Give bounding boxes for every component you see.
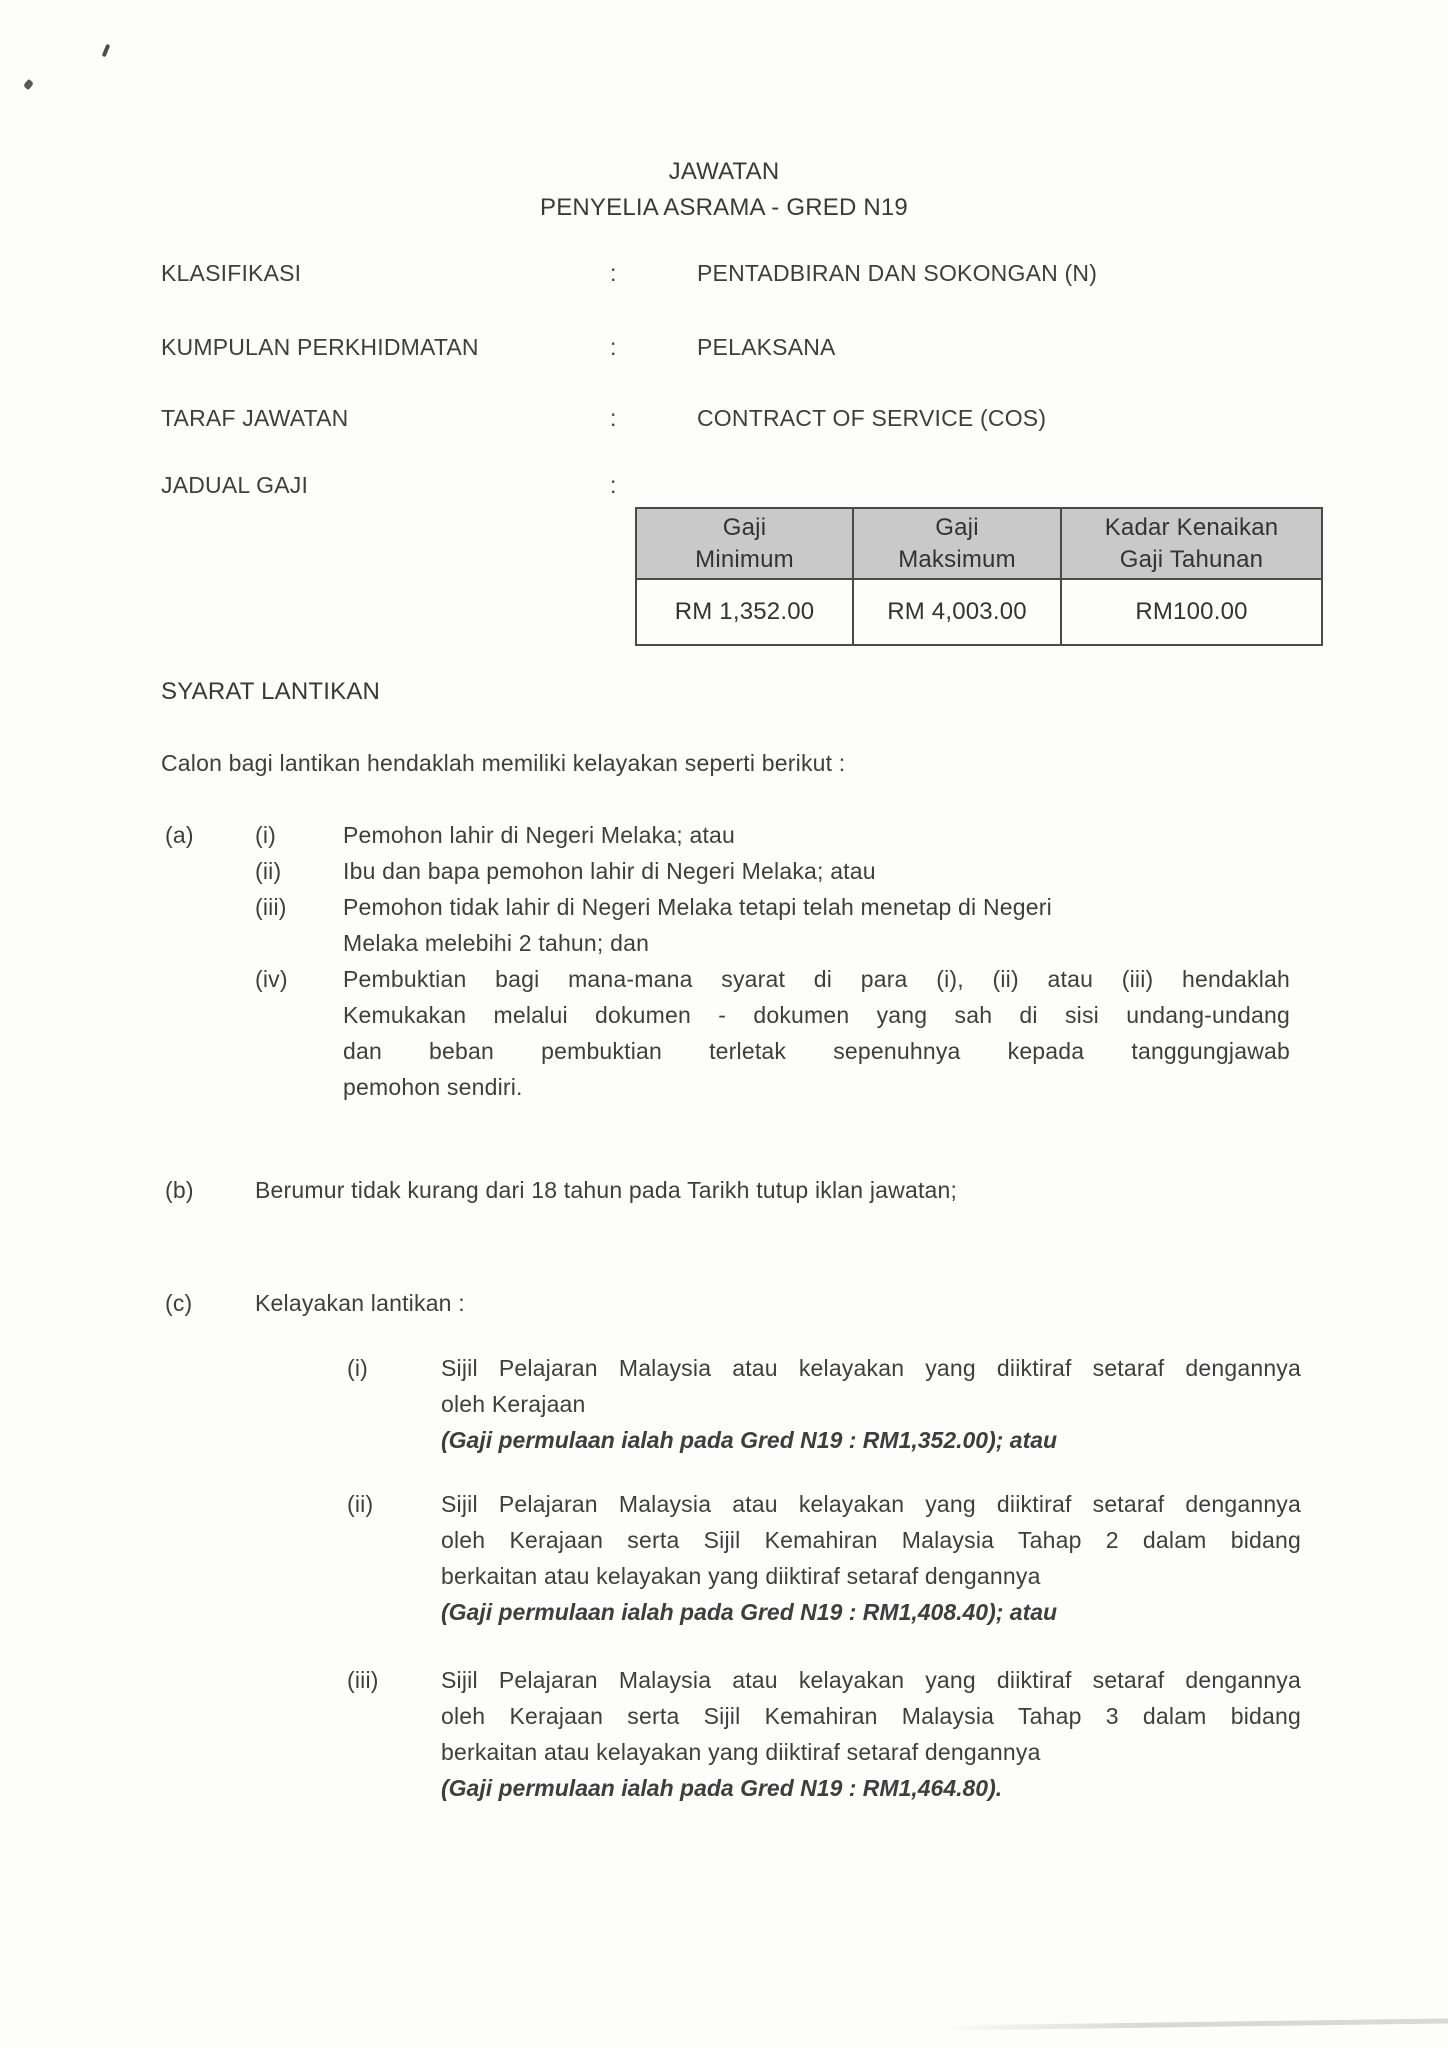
- detail-value: PENTADBIRAN DAN SOKONGAN (N): [697, 260, 1098, 286]
- salary-note: (Gaji permulaan ialah pada Gred N19 : RM1,464.80).: [441, 1775, 1003, 1801]
- header-gaji-maksimum: Gaji Maksimum: [853, 508, 1061, 579]
- detail-colon: :: [610, 260, 617, 286]
- value-gaji-minimum: RM 1,352.00: [636, 579, 853, 645]
- subitem-text: Sijil Pelajaran Malaysia atau kelayakan yang diiktiraf setaraf dengannya oleh Kerajaan serta Sijil Kemahiran Malaysia Tahap 3 dalam bidang berkaitan atau kelayakan yang diiktiraf setaraf dengannya: [441, 1667, 1301, 1765]
- item-c-subitem-i: [347, 1350, 1301, 1458]
- requirement-item-c: [165, 1285, 465, 1321]
- subitem-number: (iii): [255, 894, 287, 920]
- subitem-number: (i): [347, 1355, 369, 1381]
- value-kadar-kenaikan: RM100.00: [1061, 579, 1322, 645]
- scan-speck-mark: [23, 79, 34, 90]
- title-line-position: PENYELIA ASRAMA - GRED N19: [539, 194, 908, 221]
- requirement-item-b: [165, 1172, 957, 1208]
- subitem-text: Ibu dan bapa pemohon lahir di Negeri Melaka; atau: [343, 858, 876, 884]
- detail-value: PELAKSANA: [697, 334, 836, 360]
- subitem-text: Pemohon lahir di Negeri Melaka; atau: [343, 822, 736, 848]
- detail-row-jadual-gaji: [0, 467, 1448, 503]
- item-a-label: (a): [165, 822, 194, 848]
- subitem-text: Sijil Pelajaran Malaysia atau kelayakan yang diiktiraf setaraf dengannya oleh Kerajaan serta Sijil Kemahiran Malaysia Tahap 2 dalam bidang berkaitan atau kelayakan yang diiktiraf setaraf dengannya: [441, 1491, 1301, 1589]
- title-line-jawatan: JAWATAN: [668, 158, 780, 185]
- item-c-text: Kelayakan lantikan :: [255, 1290, 465, 1316]
- subitem-number: (iv): [255, 966, 288, 992]
- item-a-subitem-i: [255, 817, 1290, 853]
- item-b-text: Berumur tidak kurang dari 18 tahun pada Tarikh tutup iklan jawatan;: [255, 1177, 958, 1203]
- subitem-number: (ii): [255, 858, 282, 884]
- subitem-number: (iii): [347, 1667, 379, 1693]
- header-gaji-minimum: Gaji Minimum: [636, 508, 853, 579]
- detail-label: KUMPULAN PERKHIDMATAN: [161, 334, 479, 360]
- header-kadar-kenaikan: Kadar Kenaikan Gaji Tahunan: [1061, 508, 1322, 579]
- detail-colon: :: [610, 334, 617, 360]
- item-c-label: (c): [165, 1290, 193, 1316]
- subitem-text: Pembuktian bagi mana-mana syarat di para (i), (ii) atau (iii) hendaklah Kemukakan melalui dokumen - dokumen yang sah di sisi undang-undang dan beban pembuktian terletak sepenuhnya kepada tanggungjawab pemohon sendiri.: [343, 966, 1290, 1100]
- intro-paragraph: Calon bagi lantikan hendaklah memiliki kelayakan seperti berikut :: [161, 750, 846, 776]
- salary-table-header-row: [636, 508, 1322, 579]
- salary-note: (Gaji permulaan ialah pada Gred N19 : RM1,352.00); atau: [441, 1427, 1058, 1453]
- detail-label: KLASIFIKASI: [161, 260, 302, 286]
- detail-label: TARAF JAWATAN: [161, 405, 349, 431]
- detail-colon: :: [610, 472, 617, 498]
- item-b-label: (b): [165, 1177, 194, 1203]
- value-gaji-maksimum: RM 4,003.00: [853, 579, 1061, 645]
- detail-colon: :: [610, 405, 617, 431]
- item-a-subitem-ii: [255, 853, 1290, 889]
- subitem-text: Pemohon tidak lahir di Negeri Melaka tetapi telah menetap di Negeri Melaka melebihi 2 tahun; dan: [343, 894, 1052, 956]
- detail-value: CONTRACT OF SERVICE (COS): [697, 405, 1047, 431]
- document-title: [0, 154, 1448, 226]
- detail-row-kumpulan-perkhidmatan: [0, 329, 1448, 365]
- scan-speck-mark: [102, 44, 111, 58]
- subitem-text: Sijil Pelajaran Malaysia atau kelayakan yang diiktiraf setaraf dengannya oleh Kerajaan: [441, 1355, 1301, 1417]
- item-c-subitem-iii: [347, 1662, 1301, 1806]
- item-a-subitem-iv: [255, 961, 1290, 1105]
- section-heading-syarat-lantikan: SYARAT LANTIKAN: [161, 678, 381, 705]
- salary-table: [635, 507, 1323, 646]
- salary-table-value-row: [636, 579, 1322, 645]
- subitem-number: (i): [255, 822, 277, 848]
- requirement-item-a: [165, 817, 1290, 1105]
- subitem-number: (ii): [347, 1491, 374, 1517]
- item-c-subitem-ii: [347, 1486, 1301, 1630]
- detail-row-taraf-jawatan: [0, 400, 1448, 436]
- scan-shadow-artifact: [940, 2018, 1448, 2030]
- item-a-subitem-iii: [255, 889, 1290, 961]
- detail-label: JADUAL GAJI: [161, 472, 309, 498]
- salary-note: (Gaji permulaan ialah pada Gred N19 : RM1,408.40); atau: [441, 1599, 1058, 1625]
- detail-row-klasifikasi: [0, 255, 1448, 291]
